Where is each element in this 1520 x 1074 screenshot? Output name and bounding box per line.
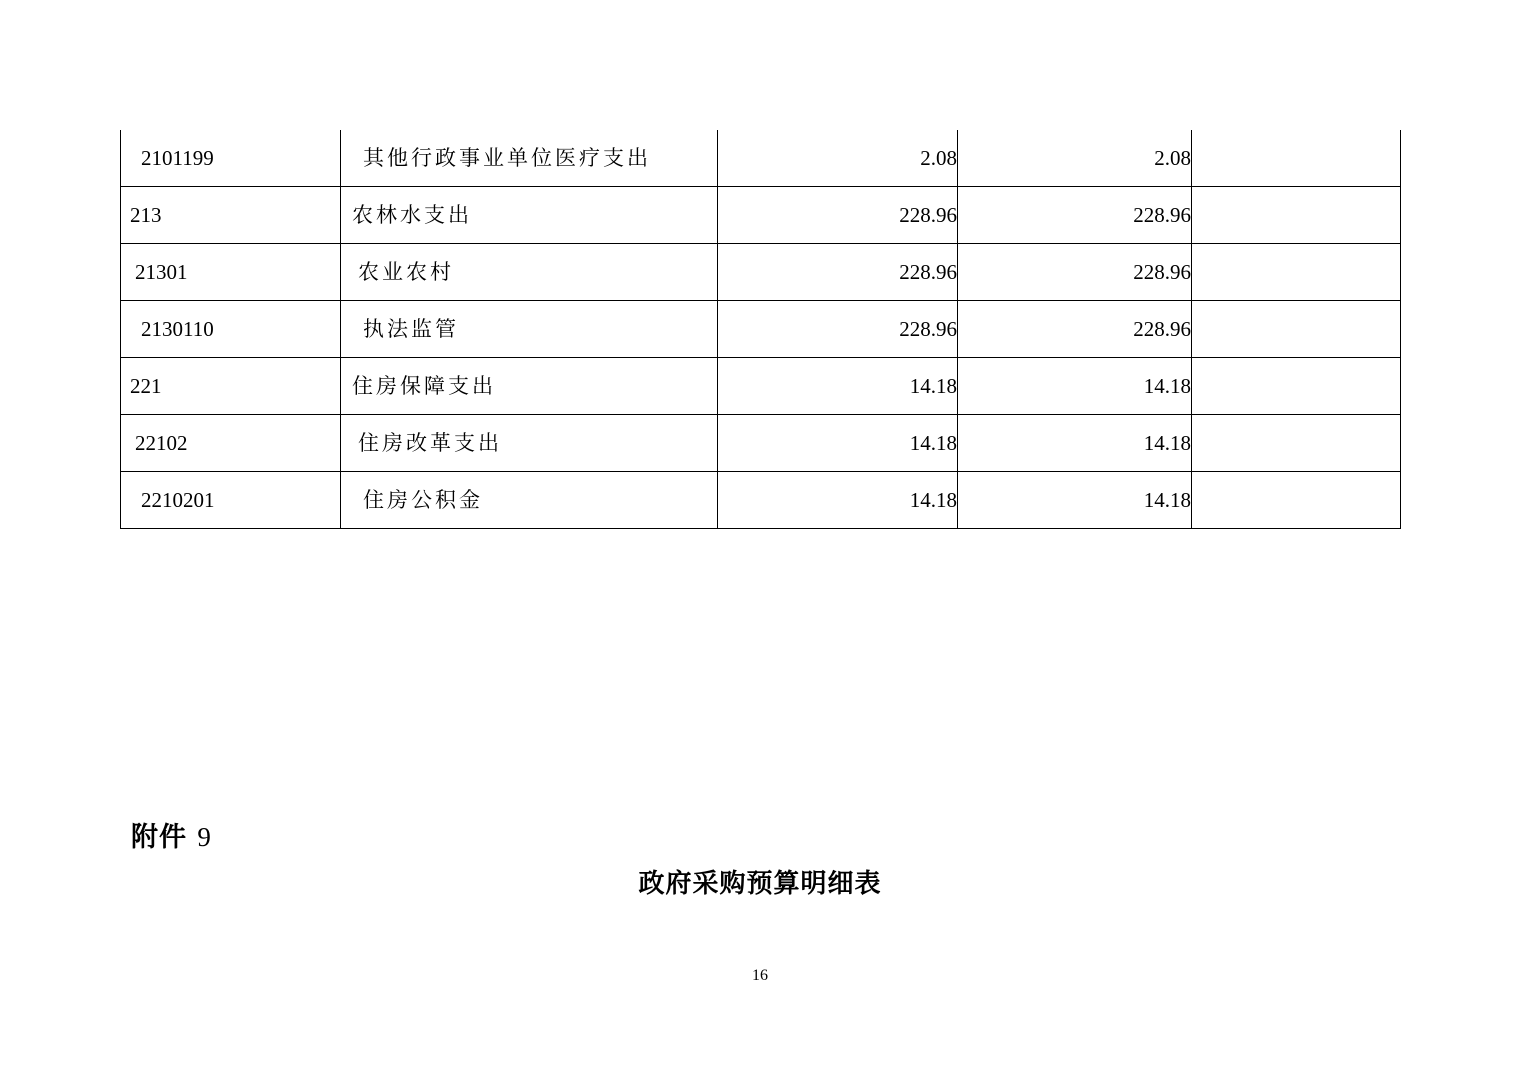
subject-name-cell: 农林水支出: [341, 187, 718, 244]
document-title: 政府采购预算明细表: [638, 869, 882, 899]
subject-name-cell: 农业农村: [341, 244, 718, 301]
amount-cell-2: 228.96: [958, 187, 1192, 244]
subject-code-cell: 2130110: [121, 301, 341, 358]
subject-code-cell: 213: [121, 187, 341, 244]
table-row: [121, 187, 1401, 244]
amount-cell-1: 228.96: [718, 244, 958, 301]
amount-cell-1: 14.18: [718, 472, 958, 529]
attachment-label: [131, 815, 212, 854]
attachment-number: 9: [197, 822, 212, 852]
subject-name-cell: 住房改革支出: [341, 415, 718, 472]
page-number: 16: [752, 967, 768, 984]
table-row: [121, 415, 1401, 472]
amount-cell-2: 14.18: [958, 358, 1192, 415]
amount-cell-3: [1192, 130, 1401, 187]
subject-code-cell: 2210201: [121, 472, 341, 529]
amount-cell-3: [1192, 472, 1401, 529]
subject-code-cell: 21301: [121, 244, 341, 301]
amount-cell-1: 228.96: [718, 301, 958, 358]
amount-cell-3: [1192, 187, 1401, 244]
table-row: [121, 472, 1401, 529]
amount-cell-1: 228.96: [718, 187, 958, 244]
amount-cell-2: 14.18: [958, 472, 1192, 529]
subject-name-cell: 住房保障支出: [341, 358, 718, 415]
amount-cell-2: 2.08: [958, 130, 1192, 187]
amount-cell-1: 2.08: [718, 130, 958, 187]
budget-table-body: [121, 130, 1401, 529]
table-row: [121, 358, 1401, 415]
amount-cell-2: 228.96: [958, 244, 1192, 301]
table-row: [121, 301, 1401, 358]
subject-code-cell: 2101199: [121, 130, 341, 187]
budget-table: [120, 130, 1401, 529]
attachment-text: 附件: [131, 822, 187, 853]
table-row: [121, 244, 1401, 301]
subject-name-cell: 执法监管: [341, 301, 718, 358]
amount-cell-3: [1192, 244, 1401, 301]
amount-cell-2: 228.96: [958, 301, 1192, 358]
amount-cell-1: 14.18: [718, 358, 958, 415]
subject-code-cell: 22102: [121, 415, 341, 472]
amount-cell-3: [1192, 415, 1401, 472]
amount-cell-3: [1192, 301, 1401, 358]
subject-name-cell: 住房公积金: [341, 472, 718, 529]
table-row: [121, 130, 1401, 187]
amount-cell-3: [1192, 358, 1401, 415]
amount-cell-2: 14.18: [958, 415, 1192, 472]
subject-name-cell: 其他行政事业单位医疗支出: [341, 130, 718, 187]
amount-cell-1: 14.18: [718, 415, 958, 472]
subject-code-cell: 221: [121, 358, 341, 415]
